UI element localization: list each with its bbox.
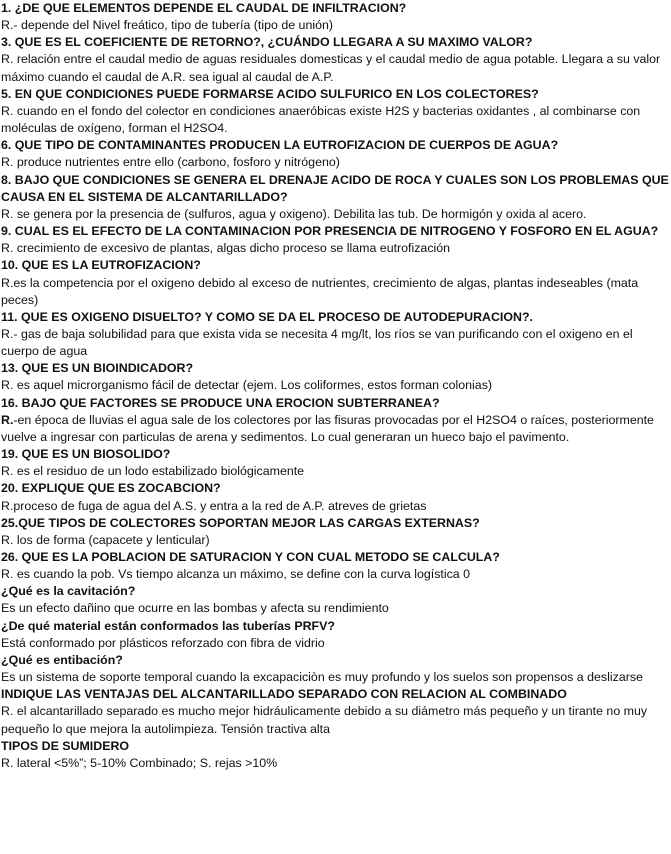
answer-19: R. es el residuo de un lodo estabilizado biológicamente <box>1 464 305 479</box>
answer-8: R. se genera por la presencia de (sulfuros, agua y oxigeno). Debilita las tub. De hormigón y oxida al acero. <box>1 206 587 221</box>
question-cavitacion: ¿Qué es la cavitación? <box>1 584 136 599</box>
answer-6: R. produce nutrientes entre ello (carbono, fosforo y nitrógeno) <box>1 155 340 170</box>
answer-entibacion: Es un sistema de soporte temporal cuando la excapaciciòn es muy profundo y los suelos son propensos a deslizarse <box>1 670 643 685</box>
question-ventajas: INDIQUE LAS VENTAJAS DEL ALCANTARILLADO SEPARADO CON RELACION AL COMBINADO <box>1 687 567 702</box>
question-13: 13. QUE ES UN BIOINDICADOR? <box>1 361 194 376</box>
answer-9: R. crecimiento de excesivo de plantas, algas dicho proceso se llama eutrofización <box>1 241 451 256</box>
question-6: 6. QUE TIPO DE CONTAMINANTES PRODUCEN LA EUTROFIZACION DE CUERPOS DE AGUA? <box>1 138 559 153</box>
answer-13: R. es aquel microrganismo fácil de detectar (ejem. Los coliformes, estos forman colonias) <box>1 378 493 393</box>
answer-prfv: Está conformado por plásticos reforzado con fibra de vidrio <box>1 635 325 650</box>
question-5: 5. EN QUE CONDICIONES PUEDE FORMARSE ACIDO SULFURICO EN LOS COLECTORES? <box>1 86 539 101</box>
question-11: 11. QUE ES OXIGENO DISUELTO? Y COMO SE DA EL PROCESO DE AUTODEPURACION?. <box>1 309 533 324</box>
question-8: 8. BAJO QUE CONDICIONES SE GENERA EL DRENAJE ACIDO DE ROCA Y CUALES SON LOS PROBLEMAS QUE CAUSA EN EL SISTEMA DE ALCANTARILLADO? <box>1 172 669 204</box>
answer-26: R. es cuando la pob. Vs tiempo alcanza un máximo, se define con la curva logística 0 <box>1 567 471 582</box>
answer-cavitacion: Es un efecto dañino que ocurre en las bombas y afecta su rendimiento <box>1 601 389 616</box>
answer-16-text: -en época de lluvias el agua sale de los colectores por las fisuras provocadas por el H2SO4 o raíces, posteriormente vuelve a ingresar con particulas de arena y sedimentos. Lo cual generaran un hueco bajo el pavimento. <box>1 412 654 444</box>
answer-ventajas: R. el alcantarillado separado es mucho mejor hidráulicamente debido a su diámetro más pequeño y un tirante no muy pequeño lo que mejora la autolimpieza. Tensión tractiva alta <box>1 704 648 736</box>
answer-sumidero: R. lateral <5%”; 5-10% Combinado; S. rejas >10% <box>1 755 278 770</box>
answer-25: R. los de forma (capacete y lenticular) <box>1 532 210 547</box>
answer-11: R.- gas de baja solubilidad para que exista vida se necesita 4 mg/lt, los ríos se van purificando con el oxigeno en el cuerpo de agua <box>1 326 633 359</box>
question-sumidero: TIPOS DE SUMIDERO <box>1 738 130 753</box>
answer-5: R. cuando en el fondo del colector en condiciones anaeróbicas existe H2S y bacterias oxidantes , al combinarse con moléculas de oxígeno, forman el H2SO4. <box>1 103 641 136</box>
question-3: 3. QUE ES EL COEFICIENTE DE RETORNO?, ¿CUÁNDO LLEGARA A SU MAXIMO VALOR? <box>1 35 533 50</box>
question-16: 16. BAJO QUE FACTORES SE PRODUCE UNA EROCION SUBTERRANEA? <box>1 395 440 410</box>
question-26: 26. QUE ES LA POBLACION DE SATURACION Y CON CUAL METODO SE CALCULA? <box>1 550 500 564</box>
question-prfv: ¿De qué material están conformados las tuberías PRFV? <box>1 618 335 633</box>
answer-1: R.- depende del Nivel freático, tipo de tubería (tipo de unión) <box>1 18 333 33</box>
answer-20: R.proceso de fuga de agua del A.S. y entra a la red de A.P. atreves de grietas <box>1 498 427 513</box>
question-25: 25.QUE TIPOS DE COLECTORES SOPORTAN MEJOR LAS CARGAS EXTERNAS? <box>1 515 480 530</box>
answer-10: R.es la competencia por el oxigeno debido al exceso de nutrientes, crecimiento de algas, plantas indeseables (mata peces) <box>1 275 639 307</box>
question-entibacion: ¿Qué es entibación? <box>1 652 123 667</box>
answer-16 <box>1 412 671 446</box>
answer-16-prefix: R. <box>1 412 14 427</box>
question-10: 10. QUE ES LA EUTROFIZACION? <box>1 258 201 273</box>
question-19: 19. QUE ES UN BIOSOLIDO? <box>1 447 171 462</box>
question-9: 9. CUAL ES EL EFECTO DE LA CONTAMINACION POR PRESENCIA DE NITROGENO Y FOSFORO EN EL AGUA? <box>1 224 659 239</box>
question-1: 1. ¿DE QUE ELEMENTOS DEPENDE EL CAUDAL DE INFILTRACION? <box>1 1 407 15</box>
question-20: 20. EXPLIQUE QUE ES ZOCABCION? <box>1 481 221 496</box>
answer-3: R. relación entre el caudal medio de aguas residuales domesticas y el caudal medio de agua potable. Llegara a su valor máximo cuando el caudal de A.R. sea igual al caudal de A.P. <box>1 52 661 84</box>
